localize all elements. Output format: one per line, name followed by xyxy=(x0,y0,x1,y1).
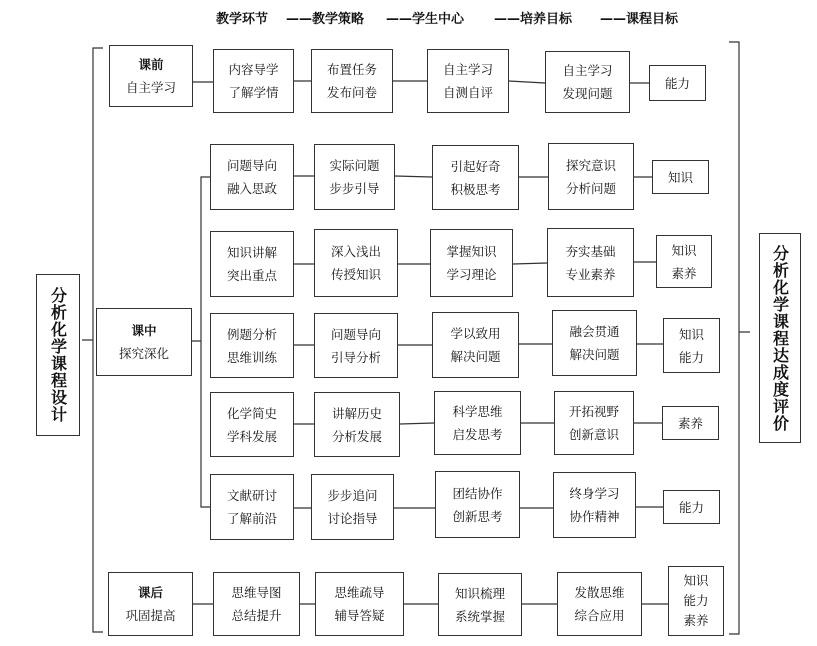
line-1: 终身学习 xyxy=(569,486,620,501)
line-2: 协作精神 xyxy=(569,509,620,524)
goal-box xyxy=(662,406,719,440)
student-box xyxy=(427,49,509,113)
line-2: 创新思考 xyxy=(452,508,503,524)
goal-box xyxy=(663,318,720,373)
training-box xyxy=(547,228,634,297)
step-box xyxy=(213,572,300,636)
right-title-box xyxy=(759,233,801,443)
line-1: 引起好奇 xyxy=(450,158,501,174)
line-2: 总结提升 xyxy=(231,608,282,623)
line-2: 辅导答疑 xyxy=(334,608,385,623)
goal-item: 知识 xyxy=(678,326,704,342)
line-2: 解决问题 xyxy=(450,349,501,364)
step-box xyxy=(210,392,294,457)
left-title: 分析化学课程设计 xyxy=(48,287,68,423)
strategy-box xyxy=(311,474,394,540)
line-2: 启发思考 xyxy=(452,427,503,442)
line-1: 学以致用 xyxy=(450,326,501,341)
line-1: 内容导学 xyxy=(228,62,279,77)
line-1: 融会贯通 xyxy=(569,324,620,339)
right-title: 分析化学课程达成度评价 xyxy=(770,244,790,432)
line-2: 思维训练 xyxy=(226,349,277,365)
line-2: 发布问卷 xyxy=(326,85,377,100)
header-course-goal: ——课程目标 xyxy=(600,12,679,27)
line-1: 步步追问 xyxy=(327,488,378,503)
line-2: 引导分析 xyxy=(330,349,381,365)
stage-title: 课后 xyxy=(137,585,163,600)
strategy-box xyxy=(314,144,395,210)
line-1: 实际问题 xyxy=(329,158,380,173)
step-box xyxy=(210,144,294,210)
training-box xyxy=(557,572,642,636)
line-1: 问题导向 xyxy=(226,158,277,173)
line-2: 传授知识 xyxy=(330,267,381,282)
stage-in-class xyxy=(96,308,192,376)
header-step: 教学环节 xyxy=(216,12,269,27)
training-box xyxy=(548,143,634,210)
goal-box xyxy=(649,65,706,101)
strategy-box xyxy=(311,49,393,113)
line-2: 融入思政 xyxy=(226,181,277,196)
student-box xyxy=(434,391,521,455)
training-box xyxy=(552,310,637,376)
line-2: 突出重点 xyxy=(226,268,277,283)
goal-item: 素养 xyxy=(671,265,697,281)
mid-brace xyxy=(192,177,210,507)
line-1: 发散思维 xyxy=(574,585,625,600)
line-1: 知识讲解 xyxy=(226,245,277,260)
step-box xyxy=(210,231,294,297)
goal-item: 素养 xyxy=(677,415,703,431)
line-1: 开拓视野 xyxy=(568,404,619,419)
header-strategy: ——教学策略 xyxy=(286,12,365,27)
line-1: 思维疏导 xyxy=(334,585,385,600)
line-1: 探究意识 xyxy=(565,157,616,173)
strategy-box xyxy=(314,392,400,457)
training-box xyxy=(554,391,634,455)
goal-item: 素养 xyxy=(683,613,709,628)
line-2: 学习理论 xyxy=(446,267,497,282)
left-title-box xyxy=(36,274,80,436)
stage-subtitle: 巩固提高 xyxy=(125,608,176,623)
goal-item: 能力 xyxy=(683,593,709,608)
line-1: 化学简史 xyxy=(226,405,277,421)
line-2: 分析问题 xyxy=(565,180,616,196)
line-1: 掌握知识 xyxy=(446,244,497,259)
training-box xyxy=(545,51,630,113)
line-1: 例题分析 xyxy=(226,326,277,342)
line-1: 深入浅出 xyxy=(330,244,381,259)
line-1: 讲解历史 xyxy=(331,405,382,421)
line-2: 步步引导 xyxy=(329,181,380,196)
line-1: 思维导图 xyxy=(231,585,282,600)
header-student-center: ——学生中心 xyxy=(386,12,465,27)
line-1: 自主学习 xyxy=(442,62,493,77)
line-1: 布置任务 xyxy=(326,62,377,77)
stage-subtitle: 自主学习 xyxy=(125,80,176,95)
line-2: 发现问题 xyxy=(562,86,613,101)
line-2: 积极思考 xyxy=(450,181,501,197)
line-1: 团结协作 xyxy=(452,485,503,501)
line-2: 讨论指导 xyxy=(327,511,378,526)
line-1: 自主学习 xyxy=(562,63,613,78)
strategy-box xyxy=(314,229,398,297)
step-box xyxy=(213,49,294,113)
line-2: 了解学情 xyxy=(228,85,279,100)
line-1: 文献研讨 xyxy=(226,488,277,503)
student-box xyxy=(435,471,520,538)
line-2: 分析发展 xyxy=(331,428,382,444)
goal-item: 知识 xyxy=(667,169,693,185)
line-2: 系统掌握 xyxy=(454,608,505,624)
step-box xyxy=(210,313,294,378)
stage-subtitle: 探究深化 xyxy=(118,346,169,361)
goal-box xyxy=(656,235,712,288)
strategy-box xyxy=(315,572,404,636)
student-box xyxy=(430,229,513,297)
line-2: 创新意识 xyxy=(568,427,619,442)
goal-item: 能力 xyxy=(678,499,704,515)
line-1: 夯实基础 xyxy=(565,243,616,259)
line-2: 综合应用 xyxy=(574,608,625,623)
line-1: 知识梳理 xyxy=(454,585,505,601)
student-box xyxy=(432,145,519,210)
goal-item: 知识 xyxy=(683,573,709,588)
goal-box xyxy=(652,160,709,194)
goal-box xyxy=(663,490,720,524)
student-box xyxy=(432,312,519,378)
training-box xyxy=(553,472,636,538)
goal-box xyxy=(668,566,724,636)
goal-item: 能力 xyxy=(664,75,690,91)
goal-item: 知识 xyxy=(671,242,697,258)
right-brace xyxy=(729,42,750,634)
stage-title: 课中 xyxy=(131,323,157,338)
stage-title: 课前 xyxy=(138,57,164,72)
student-box xyxy=(438,573,522,636)
line-2: 专业素养 xyxy=(565,266,616,282)
line-1: 科学思维 xyxy=(452,404,503,419)
goal-item: 能力 xyxy=(678,349,704,365)
line-2: 学科发展 xyxy=(226,428,277,444)
line-2: 了解前沿 xyxy=(226,511,277,526)
strategy-box xyxy=(314,313,398,378)
stage-pre-class xyxy=(109,45,193,107)
header-training-goal: ——培养目标 xyxy=(494,12,573,27)
line-1: 问题导向 xyxy=(330,326,381,342)
line-2: 自测自评 xyxy=(442,85,493,100)
line-2: 解决问题 xyxy=(569,347,620,362)
step-box xyxy=(210,474,294,540)
stage-post-class xyxy=(108,572,193,636)
